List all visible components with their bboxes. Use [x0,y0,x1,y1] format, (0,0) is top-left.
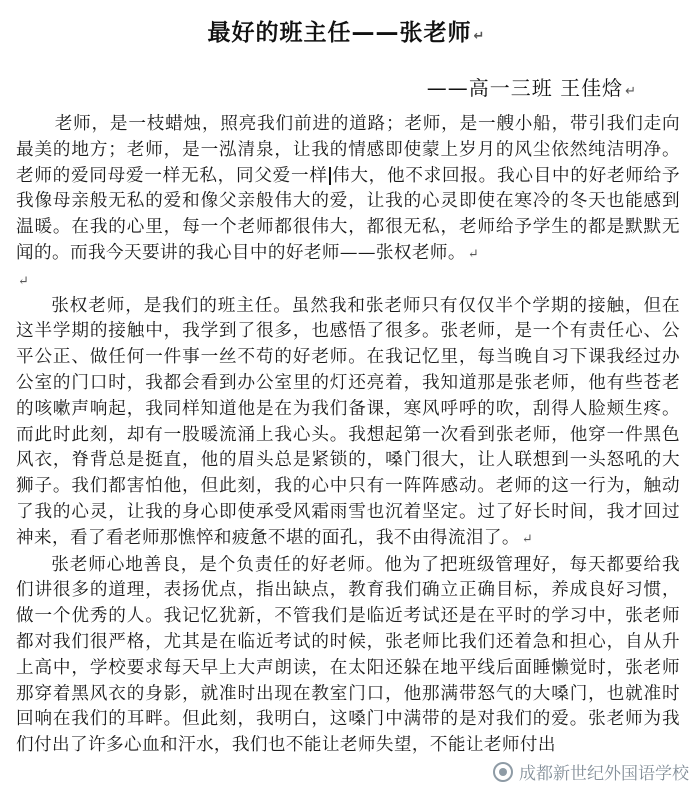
paragraph-1-text-a: 老师，是一枝蜡烛，照亮我们前进的道路；老师，是一艘小船，带引我们走向最美的地方；老师，是一泓清泉，让我的情感即使蒙上岁月的风尘依然纯洁明净。老师的爱同母爱一样无私，同父爱一样 [16,114,680,186]
paragraph-mark: ↵ [473,29,486,44]
title-text: 最好的班主任——张老师 [207,20,472,46]
paragraph-mark: ↵ [521,531,534,547]
paragraph-2-text: 张权老师，是我们的班主任。虽然我和张老师只有仅仅半个学期的接触，但在这半学期的接触中，我学到了很多，也感悟了很多。张老师，是一个有责任心、公平公正、做任何一件事一丝不苟的好老师。在我记忆里，每当晚自习下课我经过办公室的门口时，我都会看到办公室里的灯还亮着，我知道那是张老师，他有些苍老的咳嗽声响起，我同样知道他是在为我们备课，寒风呼呼的吹，刮得人脸颊生疼。而此时此刻，却有一股暖流涌上我心头。我想起第一次看到张老师，他穿一件黑色风衣，脊背总是挺直，他的眉头总是紧锁的，嗓门很大，让人联想到一头怒吼的大狮子。我们都害怕他，但此刻，我的心中只有一阵阵感动。老师的这一行为，触动了我的心灵，让我的身心即使承受风霜雨雪也沉着坚定。过了好长时间，我才回过神来，看了看老师那憔悴和疲惫不堪的面孔，我不由得流泪了。 [16,295,680,548]
empty-paragraph [16,268,680,294]
paragraph-mark: ↵ [467,246,480,262]
paragraph-3 [16,553,680,759]
paragraph-1-text-b: 伟大，他不求回报。我心目中的好老师给予我像母亲般无私的爱和像父亲般伟大的爱，让我的心灵即使在寒冷的冬天也能感到温暖。在我的心里，每一个老师都很伟大，都很无私，老师给予学生的都是默默无闻的。而我今天要讲的我心目中的好老师——张权老师。 [16,165,680,263]
watermark-text: 成都新世纪外国语学校 [519,764,689,784]
author-byline [427,72,637,101]
paragraph-mark: ↵ [625,84,637,99]
paragraph-2 [16,294,680,553]
text-cursor [329,167,331,185]
byline-text: ——高一三班 王佳焓 [426,76,624,100]
paragraph-3-text: 张老师心地善良，是个负责任的好老师。他为了把班级管理好，每天都要给我们讲很多的道理，表扬优点，指出缺点，教育我们确立正确目标，养成良好习惯，做一个优秀的人。我记忆犹新，不管我们是临近考试还是在平时的学习中，张老师都对我们很严格，尤其是在临近考试的时候，张老师比我们还着急和担心，自从升上高中，学校要求每天早上大声朗读，在太阳还躲在地平线后面睡懒觉时，张老师那穿着黑风衣的身影，就准时出现在教室门口，他那满带怒气的大嗓门，也就准时回响在我们的耳畔。但此刻，我明白，这嗓门中满带的是对我们的爱。张老师为我们付出了许多心血和汗水，我们也不能让老师失望，不能让老师付出 [16,554,680,756]
paragraph-mark: ↵ [18,273,30,289]
watermark [493,759,689,784]
document-body[interactable] [16,112,680,759]
school-logo-icon [493,762,513,782]
paragraph-1 [16,112,680,268]
document-title [0,14,693,47]
